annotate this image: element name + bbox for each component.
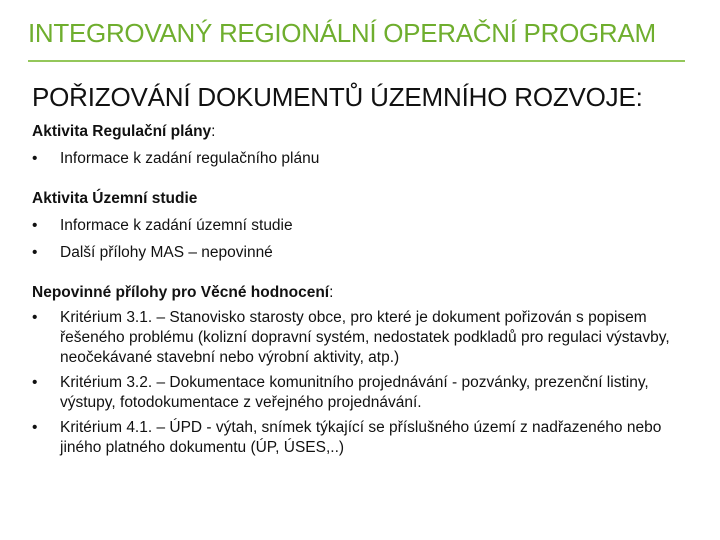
section-heading: Aktivita Územní studie (32, 190, 198, 207)
bullet-marker: • (32, 244, 38, 261)
header-divider (28, 60, 685, 62)
bullet-marker: • (32, 150, 38, 167)
bullet-list (32, 216, 692, 263)
section-heading: Aktivita Regulační plány: (32, 123, 216, 140)
section-heading: Nepovinné přílohy pro Věcné hodnocení: (32, 284, 334, 301)
bullet-list (32, 308, 692, 458)
slide-content (32, 122, 692, 478)
section-nepovinne-prilohy (32, 283, 692, 458)
section-regulacni-plany (32, 122, 692, 169)
list-item: • Další přílohy MAS – nepovinné (32, 244, 273, 261)
slide-title: POŘIZOVÁNÍ DOKUMENTŮ ÚZEMNÍHO ROZVOJE: (32, 82, 643, 112)
program-header: INTEGROVANÝ REGIONÁLNÍ OPERAČNÍ PROGRAM (28, 18, 656, 48)
section-uzemni-studie (32, 189, 692, 263)
list-item: • Informace k zadání regulačního plánu (32, 150, 320, 167)
bullet-marker: • (32, 419, 38, 436)
list-item: • Kritérium 3.2. – Dokumentace komunitního projednávání - pozvánky, prezenční listiny, výstupy, fotodokumentace z veřejného projednávání. (32, 374, 649, 411)
list-item: • Informace k zadání územní studie (32, 217, 293, 234)
bullet-marker: • (32, 217, 38, 234)
bullet-list (32, 149, 692, 169)
list-item: • Kritérium 4.1. – ÚPD - výtah, snímek týkající se příslušného území z nadřazeného nebo jiného platného dokumentu (ÚP, ÚSES,..) (32, 419, 662, 456)
bullet-marker: • (32, 374, 38, 391)
list-item: • Kritérium 3.1. – Stanovisko starosty obce, pro které je dokument pořizován s popisem řešeného problému (kolizní dopravní systém, nedostatek podkladů pro regulaci výstavby, neočekávané stavební nebo výrobní aktivity, atp.) (32, 309, 670, 366)
bullet-marker: • (32, 309, 38, 326)
